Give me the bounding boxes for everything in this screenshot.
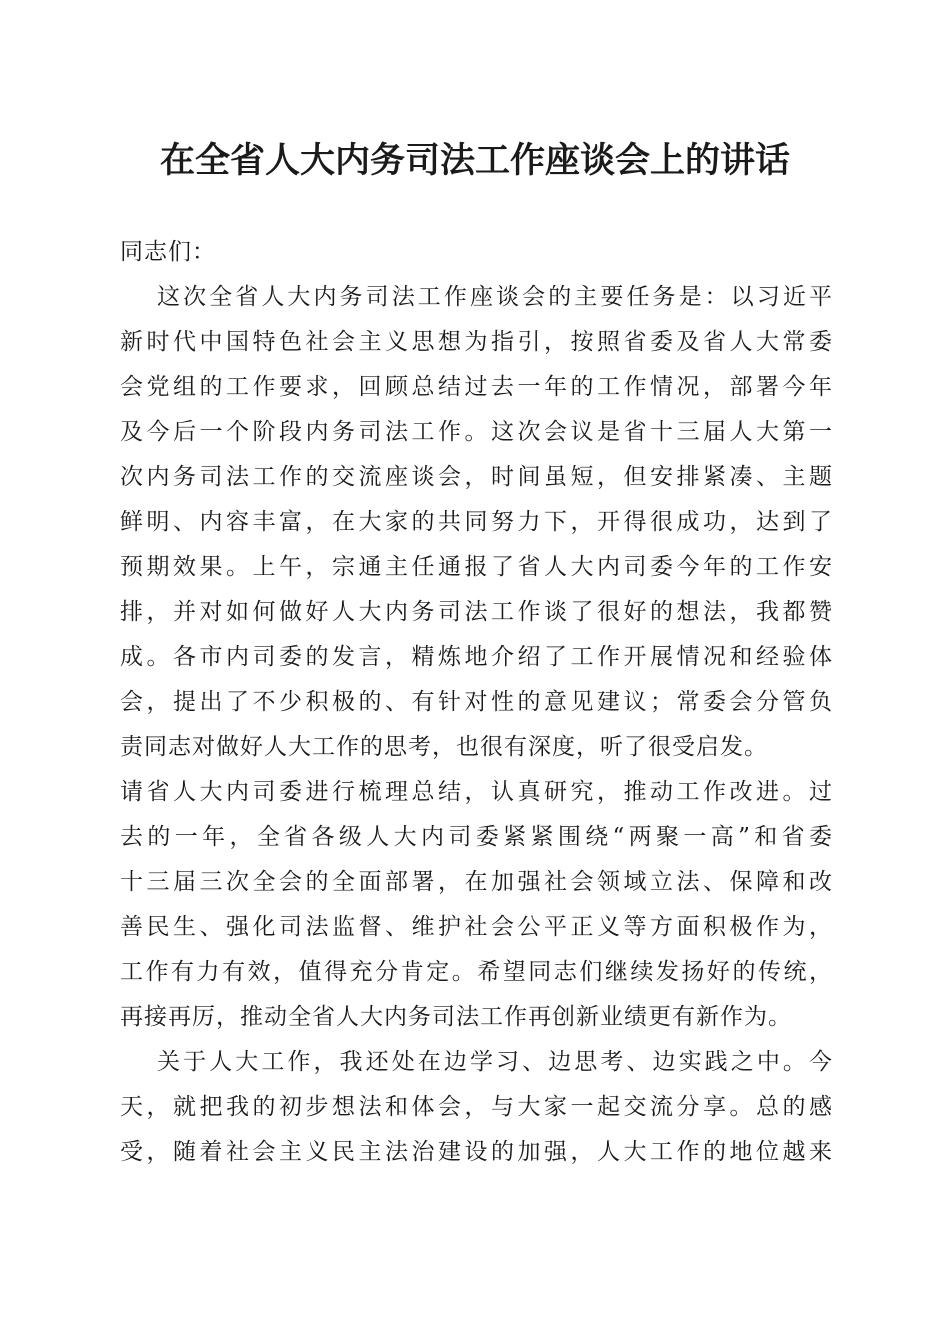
salutation: 同志们： (120, 239, 216, 265)
paragraph-1 (120, 275, 832, 1040)
text-line: 工作有力有效，值得充分肯定。希望同志们继续发扬好的传统， (120, 959, 832, 985)
text-line: 新时代中国特色社会主义思想为指引，按照省委及省人大常委 (120, 329, 832, 355)
text-line: 关于人大工作，我还处在边学习、边思考、边实践之中。今 (157, 1049, 832, 1075)
text-line: 再接再厉，推动全省人大内务司法工作再创新业绩更有新作为。 (120, 1004, 792, 1030)
page-title: 在全省人大内务司法工作座谈会上的讲话 (159, 140, 790, 181)
text-line: 鲜明、内容丰富，在大家的共同努力下，开得很成功，达到了 (120, 509, 832, 535)
text-line: 请省人大内司委进行梳理总结，认真研究，推动工作改进。过 (120, 779, 832, 805)
speech-body (120, 230, 832, 1175)
text-line: 这次全省人大内务司法工作座谈会的主要任务是：以习近平 (157, 284, 832, 310)
text-line: 次内务司法工作的交流座谈会，时间虽短，但安排紧凑、主题 (120, 464, 832, 490)
text-line: 成。各市内司委的发言，精炼地介绍了工作开展情况和经验体 (120, 644, 832, 670)
text-line: 预期效果。上午，宗通主任通报了省人大内司委今年的工作安 (120, 554, 832, 580)
text-line: 善民生、强化司法监督、维护社会公平正义等方面积极作为， (120, 914, 832, 940)
text-line: 去的一年，全省各级人大内司委紧紧围绕“两聚一高”和省委 (120, 824, 832, 850)
text-line: 会，提出了不少积极的、有针对性的意见建议；常委会分管负 (120, 689, 832, 715)
text-line: 受，随着社会主义民主法治建设的加强，人大工作的地位越来 (120, 1139, 832, 1165)
text-line: 排，并对如何做好人大内务司法工作谈了很好的想法，我都赞 (120, 599, 832, 625)
text-line: 会党组的工作要求，回顾总结过去一年的工作情况，部署今年 (120, 374, 832, 400)
text-line: 十三届三次全会的全面部署，在加强社会领域立法、保障和改 (120, 869, 832, 895)
paragraph-2 (120, 1040, 832, 1175)
text-line: 及今后一个阶段内务司法工作。这次会议是省十三届人大第一 (120, 419, 832, 445)
text-line: 天，就把我的初步想法和体会，与大家一起交流分享。总的感 (120, 1094, 832, 1120)
text-line: 责同志对做好人大工作的思考，也很有深度，听了很受启发。 (120, 734, 768, 760)
